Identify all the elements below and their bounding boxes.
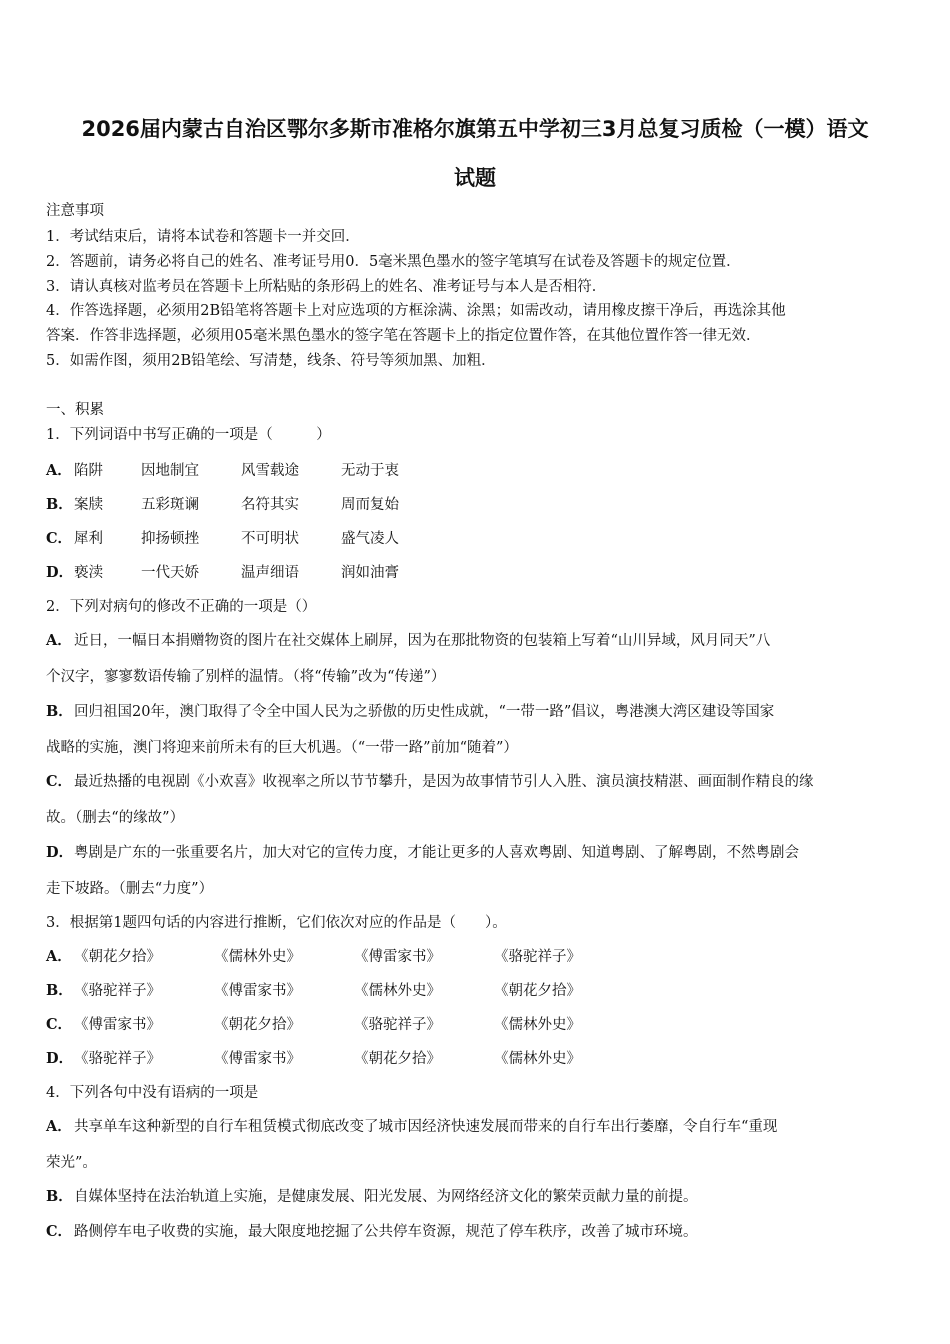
option-text: 共享单车这种新型的自行车租赁模式彻底改变了城市因经济快速发展而带来的自行车出行萎靡，令自行车“重现: [74, 1119, 778, 1135]
option-word: 一代天娇: [141, 565, 199, 581]
option-word: 抑扬顿挫: [141, 531, 199, 547]
option-line: [46, 772, 814, 792]
option-word: 无动于衷: [341, 463, 399, 479]
option-letter: B．: [46, 982, 73, 999]
option-line: [46, 843, 799, 863]
option-a: [46, 461, 441, 481]
option-word: 不可明状: [241, 531, 299, 547]
option-book: 《儒林外史》: [494, 1051, 581, 1067]
option-line: [46, 667, 445, 687]
option-word: 因地制宜: [141, 463, 199, 479]
option-line: [46, 1222, 698, 1242]
option-book: 《朝花夕拾》: [74, 949, 161, 965]
option-text: 路侧停车电子收费的实施，最大限度地挖掘了公共停车资源，规范了停车秩序，改善了城市环境。: [74, 1224, 698, 1240]
option-text: 最近热播的电视剧《小欢喜》收视率之所以节节攀升，是因为故事情节引人入胜、演员演技精湛、画面制作精良的缘: [74, 774, 814, 790]
option-book: 《朝花夕拾》: [214, 1017, 301, 1033]
notice-item: 5．如需作图，须用2B铅笔绘、写清楚，线条、符号等须加黑、加粗．: [46, 353, 496, 369]
option-line: [46, 1153, 97, 1173]
question-stem: 3．根据第1题四句话的内容进行推断，它们依次对应的作品是（ ）。: [46, 915, 507, 931]
notice-item: 答案．作答非选择题，必须用05毫米黑色墨水的签字笔在答题卡上的指定位置作答，在其他位置作答一律无效．: [46, 328, 761, 344]
option-letter: B．: [46, 496, 73, 513]
option-text: 自媒体坚持在法治轨道上实施，是健康发展、阳光发展、为网络经济文化的繁荣贡献力量的前提。: [74, 1189, 698, 1205]
option-book: 《儒林外史》: [494, 1017, 581, 1033]
option-book: 《傅雷家书》: [214, 983, 301, 999]
option-text: 荣光”。: [46, 1155, 97, 1171]
option-letter: C．: [46, 1016, 73, 1033]
option-word: 犀利: [74, 531, 103, 547]
option-d: [46, 563, 441, 583]
option-letter: D．: [46, 1050, 74, 1067]
section-heading: 一、积累: [46, 402, 104, 418]
option-b: [46, 981, 634, 1001]
option-c: [46, 529, 441, 549]
option-line: [46, 631, 770, 651]
question-stem: 4．下列各句中没有语病的一项是: [46, 1085, 259, 1101]
option-line: [46, 879, 213, 899]
page-title-continued: 试题: [454, 166, 496, 190]
notice-heading: 注意事项: [46, 203, 104, 219]
option-book: 《骆驼祥子》: [354, 1017, 441, 1033]
option-line: [46, 702, 774, 722]
option-text: 战略的实施，澳门将迎来前所未有的巨大机遇。（“一带一路”前加“随着”）: [46, 740, 518, 756]
option-text: 故。（删去“的缘故”）: [46, 810, 185, 826]
option-text: 粤剧是广东的一张重要名片，加大对它的宣传力度，才能让更多的人喜欢粤剧、知道粤剧、了解粤剧，不然粤剧会: [74, 845, 799, 861]
notice-item: 4．作答选择题，必须用2B铅笔将答题卡上对应选项的方框涂满、涂黑；如需改动，请用橡皮擦干净后，再选涂其他: [46, 303, 786, 319]
option-book: 《骆驼祥子》: [494, 949, 581, 965]
option-text: 近日，一幅日本捐赠物资的图片在社交媒体上刷屏，因为在那批物资的包装箱上写着“山川异域，风月同天”八: [74, 633, 771, 649]
notice-item: 2．答题前，请务必将自己的姓名、准考证号用0．5毫米黑色墨水的签字笔填写在试卷及答题卡的规定位置．: [46, 254, 741, 270]
option-book: 《儒林外史》: [214, 949, 301, 965]
option-line: [46, 1117, 777, 1137]
option-c: [46, 1015, 634, 1035]
option-book: 《朝花夕拾》: [354, 1051, 441, 1067]
option-letter: B．: [46, 703, 73, 720]
option-book: 《儒林外史》: [354, 983, 441, 999]
question-stem: 2．下列对病句的修改不正确的一项是（）: [46, 599, 317, 615]
option-word: 亵渎: [74, 565, 103, 581]
option-letter: B．: [46, 1188, 73, 1205]
option-line: [46, 738, 518, 758]
option-word: 盛气凌人: [341, 531, 399, 547]
option-word: 陷阱: [74, 463, 103, 479]
option-d: [46, 1049, 634, 1069]
notice-item: 1．考试结束后，请将本试卷和答题卡一并交回．: [46, 229, 360, 245]
option-letter: C．: [46, 1223, 73, 1240]
option-word: 润如油膏: [341, 565, 399, 581]
option-book: 《骆驼祥子》: [74, 983, 161, 999]
option-text: 个汉字，寥寥数语传输了别样的温情。（将“传输”改为“传递”）: [46, 669, 446, 685]
option-line: [46, 808, 184, 828]
option-word: 周而复始: [341, 497, 399, 513]
option-letter: A．: [46, 632, 72, 649]
option-word: 风雪载途: [241, 463, 299, 479]
option-text: 走下坡路。（删去“力度”）: [46, 881, 214, 897]
option-b: [46, 495, 441, 515]
option-letter: A．: [46, 462, 72, 479]
page-title: 2026届内蒙古自治区鄂尔多斯市准格尔旗第五中学初三3月总复习质检（一模）语文: [81, 117, 869, 141]
option-letter: A．: [46, 948, 72, 965]
option-book: 《傅雷家书》: [354, 949, 441, 965]
option-a: [46, 947, 634, 967]
notice-item: 3．请认真核对监考员在答题卡上所粘贴的条形码上的姓名、准考证号与本人是否相符．: [46, 279, 607, 295]
option-letter: A．: [46, 1118, 72, 1135]
option-word: 温声细语: [241, 565, 299, 581]
option-book: 《傅雷家书》: [74, 1017, 161, 1033]
option-letter: C．: [46, 773, 73, 790]
option-letter: D．: [46, 564, 74, 581]
option-line: [46, 1187, 698, 1207]
option-word: 案牍: [74, 497, 103, 513]
option-word: 名符其实: [241, 497, 299, 513]
option-book: 《傅雷家书》: [214, 1051, 301, 1067]
option-book: 《朝花夕拾》: [494, 983, 581, 999]
option-letter: C．: [46, 530, 73, 547]
question-stem: 1．下列词语中书写正确的一项是（ ）: [46, 427, 331, 443]
option-book: 《骆驼祥子》: [74, 1051, 161, 1067]
option-text: 回归祖国20年，澳门取得了令全中国人民为之骄傲的历史性成就，“一带一路”倡议，粤港澳大湾区建设等国家: [74, 704, 775, 720]
option-letter: D．: [46, 844, 74, 861]
option-word: 五彩斑谰: [141, 497, 199, 513]
